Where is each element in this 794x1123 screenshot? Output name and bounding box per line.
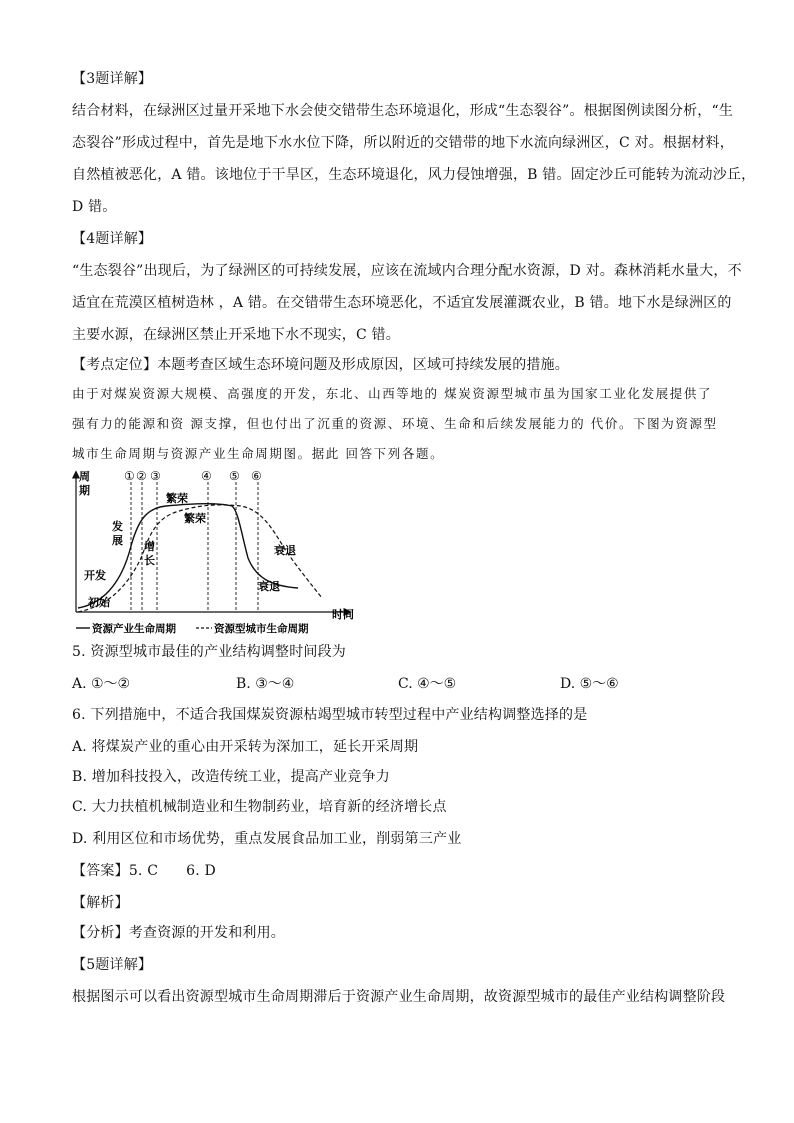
y-axis-label-1: 周	[79, 470, 90, 483]
stage-label-industry-1: 开发	[84, 569, 106, 582]
q4-line: 适宜在荒漠区植树造林 ，A 错。在交错带生态环境恶化，不适宜发展灌溉农业，B 错。地下水是绿洲区的	[72, 295, 732, 311]
y-axis-label-2: 期	[79, 484, 90, 497]
stage-label-industry-2b: 展	[112, 534, 123, 547]
q3-heading: 【3题详解】	[72, 71, 153, 87]
fenxi-line: 【分析】考查资源的开发和利用。	[72, 925, 285, 941]
legend-city: 资源型城市生命周期	[214, 623, 309, 634]
stage-label-industry-4: 衰退	[258, 580, 280, 593]
marker-label-1: ①	[124, 469, 135, 483]
marker-label-6: ⑥	[251, 469, 262, 483]
stage-label-city-2b: 长	[144, 554, 155, 567]
stage-label-industry-2a: 发	[112, 520, 123, 533]
q5-detail-heading: 【5题详解】	[72, 957, 153, 973]
stage-label-city-4: 衰退	[274, 544, 296, 557]
answer-6: 6. D	[186, 863, 216, 879]
material-line: 城市生命周期与资源产业生命周期图。据此 回答下列各题。	[72, 446, 445, 461]
stage-label-city-3: 繁荣	[184, 512, 206, 525]
answer-line	[72, 860, 216, 880]
q5-stem: 5. 资源型城市最佳的产业结构调整时间段为	[72, 644, 347, 660]
q5-detail-line: 根据图示可以看出资源型城市生命周期滞后于资源产业生命周期，故资源型城市的最佳产业结构调整阶段	[72, 989, 726, 1005]
marker-label-5: ⑤	[229, 469, 240, 483]
kaodian-line: 【考点定位】本题考查区域生态环境问题及形成原因，区域可持续发展的措施。	[72, 357, 569, 373]
q4-line: 主要水源，在绿洲区禁止开采地下水不现实，C 错。	[72, 327, 400, 343]
q3-line: 态裂谷”形成过程中，首先是地下水水位下降，所以附近的交错带的地下水流向绿洲区，C 对。根据材料，	[72, 135, 734, 151]
answer-label: 【答案】	[72, 863, 129, 879]
marker-label-3: ③	[150, 469, 161, 483]
q4-heading: 【4题详解】	[72, 231, 153, 247]
q5-option-c: C. ④～⑤	[398, 676, 457, 692]
q3-line: D 错。	[72, 199, 117, 215]
stage-label-industry-3: 繁荣	[166, 492, 188, 505]
q6-option-d: D. 利用区位和市场优势，重点发展食品加工业，削弱第三产业	[72, 831, 462, 847]
q6-stem: 6. 下列措施中，不适合我国煤炭资源枯竭型城市转型过程中产业结构调整选择的是	[72, 707, 588, 723]
marker-label-4: ④	[201, 469, 212, 483]
jiexi-heading: 【解析】	[72, 895, 129, 911]
q4-line: “生态裂谷”出现后，为了绿洲区的可持续发展，应该在流域内合理分配水资源，D 对。森林消耗水量大，不	[72, 263, 742, 279]
stage-label-city-2a: 增	[144, 540, 155, 553]
q6-option-b: B. 增加科技投入，改造传统工业，提高产业竞争力	[72, 769, 390, 785]
material-line: 强有力的能源和资 源支撑，但也付出了沉重的资源、环境、生命和后续发展能力的 代价。下图为资源型	[72, 416, 718, 431]
q5-option-b: B. ③～④	[236, 676, 295, 692]
q6-option-c: C. 大力扶植机械制造业和生物制药业，培育新的经济增长点	[72, 799, 447, 815]
q3-line: 自然植被恶化，A 错。该地位于干旱区，生态环境退化，风力侵蚀增强，B 错。固定沙丘可能转为流动沙丘，	[72, 167, 756, 183]
answer-5: 5. C	[128, 863, 159, 879]
q5-option-a: A. ①～②	[72, 676, 131, 692]
q5-option-d: D. ⑤～⑥	[560, 676, 619, 692]
lifecycle-chart	[66, 466, 366, 634]
x-axis-label: 时间	[332, 608, 354, 621]
q3-line: 结合材料，在绿洲区过量开采地下水会使交错带生态环境退化，形成“生态裂谷”。根据图例读图分析，“生	[72, 103, 734, 119]
legend-industry: 资源产业生命周期	[92, 623, 176, 634]
stage-label-city-1: 初始	[88, 596, 110, 609]
marker-label-2: ②	[136, 469, 147, 483]
material-line: 由于对煤炭资源大规模、高强度的开发，东北、山西等地的 煤炭资源型城市虽为国家工业化发展提供了	[72, 386, 713, 401]
q6-option-a: A. 将煤炭产业的重心由开采转为深加工，延长开采周期	[72, 739, 419, 755]
